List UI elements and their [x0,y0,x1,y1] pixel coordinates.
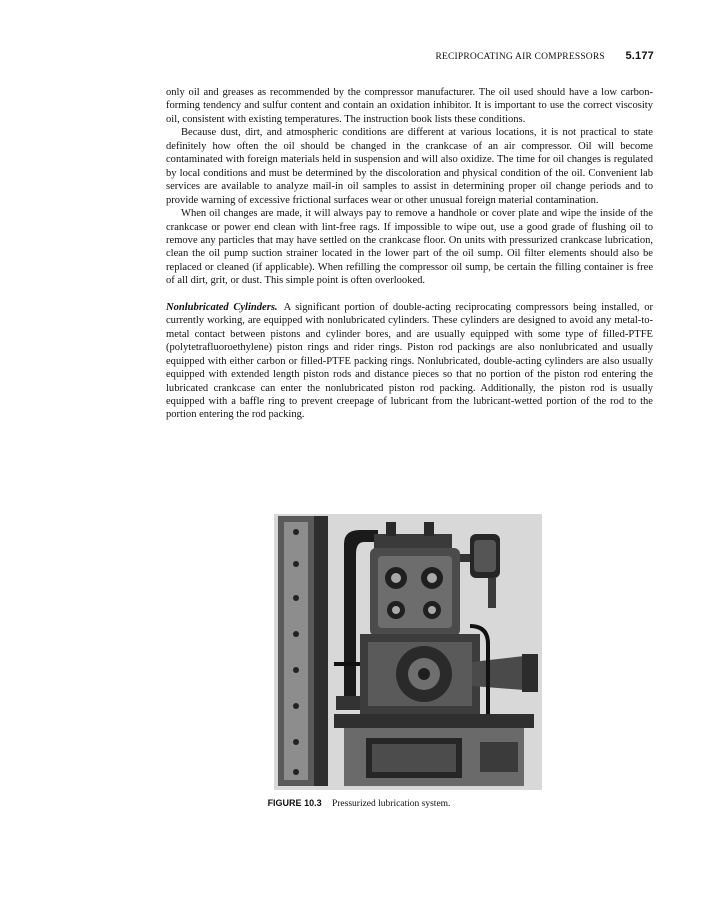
paragraph-2: Because dust, dirt, and atmospheric conditions are different at various locations, it is not practical to state definitely how often the oil should be changed in the crankcase of an air compressor. Oil will become contaminated with foreign materials held in suspension and will also oxidize. The time for oil changes is regulated by local conditions and must be determined by the discoloration and physical condition of the oil. Convenient lab services are available to analyze mail-in oil samples to assist in determining proper oil change periods and to provide warning of excessive frictional surfaces wear or other unusual foreign material contamination. [166,127,653,206]
figure-label: FIGURE 10.3 [267,798,322,808]
compressor-illustration [274,514,542,790]
header-section-title: RECIPROCATING AIR COMPRESSORS [435,52,605,62]
figure-caption [0,798,718,809]
body-text [166,86,653,422]
page-number: 5.177 [625,50,654,62]
section-text: A significant portion of double-acting reciprocating compressors being installed, or currently working, are equipped with nonlubricated cylinders. These cylinders are designed to avoid any metal-to-metal contact between pistons and cylinder bores, and are usually equipped with some type of filled-PTFE (polytetrafluoroethylene) piston rings and rider rings. Piston rod packings are also nonlubricated and usually equipped with either carbon or filled-PTFE packing rings. Nonlubricated, double-acting cylinders are also usually equipped with extended length piston rods and distance pieces so that no portion of the piston rod entering the lubricated crankcase can enter the nonlubricated piston rod packing. Additionally, the piston rod is usually equipped with a baffle ring to prevent creepage of lubricant from the lubricant-wetted portion of the rod to the portion entering the rod packing. [166,301,653,421]
paragraph-1: only oil and greases as recommended by the compressor manufacturer. The oil used should have a low carbon-forming tendency and sulfur content and contain an oxidation inhibitor. It is important to use the correct viscosity oil, consistent with existing temperatures. The instruction book lists these conditions. [166,87,653,125]
figure-caption-text: Pressurized lubrication system. [331,799,451,809]
section-heading: Nonlubricated Cylinders. [166,301,278,313]
running-header [435,50,654,62]
compressor-photo [274,514,542,790]
nonlubricated-paragraph [166,301,653,422]
paragraph-3: When oil changes are made, it will always pay to remove a handhole or cover plate and wipe the inside of the crankcase or power end clean with lint-free rags. If impossible to wipe out, use a good grade of flushing oil to remove any particles that may have settled on the crankcase floor. On units with pressurized crankcase lubrication, clean the oil pump suction strainer located in the lower part of the oil sump. Oil filter elements should also be replaced or cleaned (if applicable). When refilling the compressor oil sump, be certain the filling container is free of all dirt, grit, or dust. This simple point is often overlooked. [166,208,653,287]
